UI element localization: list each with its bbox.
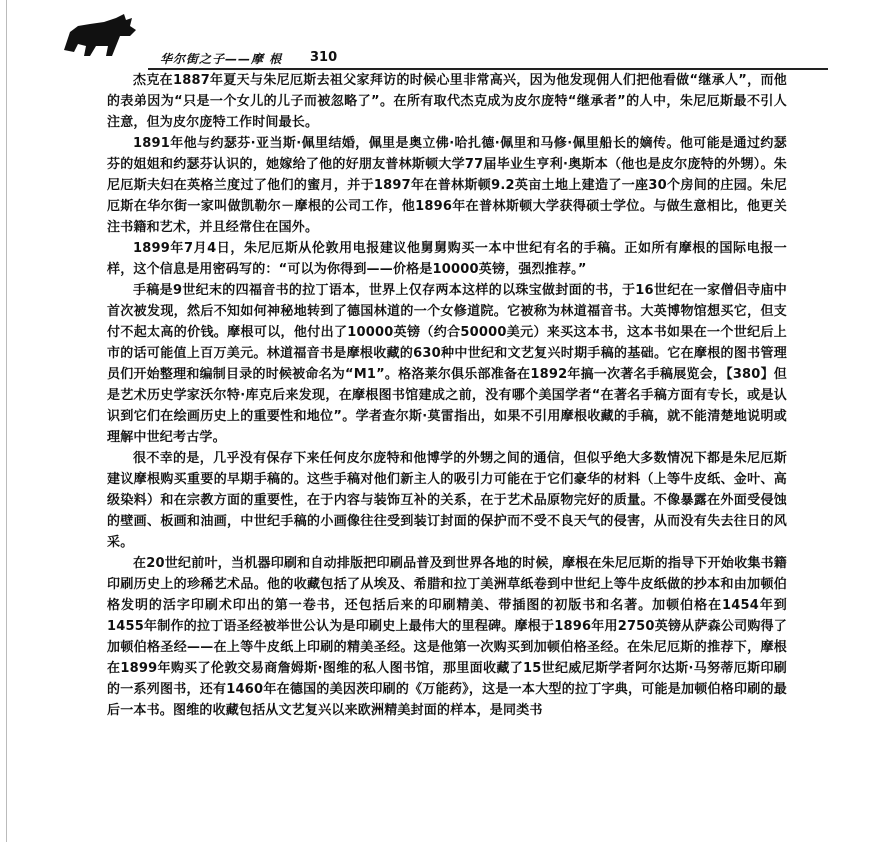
paragraph: 杰克在1887年夏天与朱尼厄斯去祖父家拜访的时候心里非常高兴，因为他发现佣人们把他看做“继承人”，而他的表弟因为“只是一个女儿的儿子而被忽略了”。在所有取代杰克成为皮尔庞特“继承者”的人中，朱尼厄斯最不引人注意，但为皮尔庞特工作时间最长。 [107, 73, 787, 130]
running-head-title: 华尔街之子——摩 根 [160, 52, 283, 66]
paragraph: 很不幸的是，几乎没有保存下来任何皮尔庞特和他博学的外甥之间的通信，但似乎绝大多数情况下都是朱尼厄斯建议摩根购买重要的早期手稿的。这些手稿对他们新主人的吸引力可能在于它们豪华的材料（上等牛皮纸、金叶、高级染料）和在宗教方面的重要性，在于内容与装饰互补的关系，在于艺术品原物完好的质量。不像暴露在外面受侵蚀的壁画、板画和油画，中世纪手稿的小画像往往受到装订封面的保护而不受不良天气的侵害，从而没有失去往日的风采。 [107, 451, 787, 550]
paragraph: 在20世纪前叶，当机器印刷和自动排版把印刷品普及到世界各地的时候，摩根在朱尼厄斯的指导下开始收集书籍印刷历史上的珍稀艺术品。他的收藏包括了从埃及、希腊和拉丁美洲草纸卷到中世纪上等牛皮纸做的抄本和由加顿伯格发明的活字印刷术印出的第一卷书，还包括后来的印刷精美、带插图的初版书和名著。加顿伯格在1454年到1455年制作的拉丁语圣经被举世公认为是印刷史上最伟大的里程碑。摩根于1896年用2750英镑从萨森公司购得了加顿伯格圣经——在上等牛皮纸上印刷的精美圣经。这是他第一次购买到加顿伯格圣经。在朱尼厄斯的推荐下，摩根在1899年购买了伦敦交易商詹姆斯·图维的私人图书馆，那里面收藏了15世纪威尼斯学者阿尔达斯·马努蒂厄斯印刷的一系列图书，还有1460年在德国的美因茨印刷的《万能药》，这是一本大型的拉丁字典，可能是加顿伯格印刷的最后一本书。图维的收藏包括从文艺复兴以来欧洲精美封面的样本，是同类书 [107, 556, 787, 718]
paragraph: 手稿是9世纪末的四福音书的拉丁语本，世界上仅存两本这样的以珠宝做封面的书，于16世纪在一家僧侣寺庙中首次被发现，然后不知如何神秘地转到了德国林道的一个女修道院。它被称为林道福音书。大英博物馆想买它，但支付不起太高的价钱。摩根可以，他付出了10000英镑（约合50000美元）来买这本书，这本书如果在一个世纪后上市的话可能值上百万美元。林道福音书是摩根收藏的630种中世纪和文艺复兴时期手稿的基础。它在摩根的图书管理员们开始整理和编制目录的时候被命名为“M1”。格洛莱尔俱乐部准备在1892年搞一次著名手稿展览会，【380】但是艺术历史学家沃尔特·库克后来发现，在摩根图书馆建成之前，没有哪个美国学者“在著名手稿方面有专长，或是认识到它们在绘画历史上的重要性和地位”。学者查尔斯·莫雷指出，如果不引用摩根收藏的手稿，就不能清楚地说明或理解中世纪考古学。 [107, 283, 787, 445]
page-number: 310 [310, 50, 338, 65]
page-header [60, 12, 820, 64]
body-text [107, 70, 787, 721]
paragraph: 1899年7月4日，朱尼厄斯从伦敦用电报建议他舅舅购买一本中世纪有名的手稿。正如所有摩根的国际电报一样，这个信息是用密码写的：“可以为你得到——价格是10000英镑，强烈推荐。” [107, 241, 787, 277]
page-edge-line [6, 0, 7, 842]
paragraph: 1891年他与约瑟芬·亚当斯·佩里结婚，佩里是奥立佛·哈扎德·佩里和马修·佩里船长的嫡传。他可能是通过约瑟芬的姐姐和约瑟芬认识的，她嫁给了他的好朋友普林斯顿大学77届毕业生亨利·奥斯本（他也是皮尔庞特的外甥）。朱尼厄斯夫妇在英格兰度过了他们的蜜月，并于1897年在普林斯顿9.2英亩土地上建造了一座30个房间的庄园。朱尼厄斯在华尔街一家叫做凯勒尔－摩根的公司工作，他1896年在普林斯顿大学获得硕士学位。与做生意相比，他更关注书籍和艺术，并且经常住在国外。 [107, 136, 787, 235]
bull-logo-icon [60, 12, 140, 62]
